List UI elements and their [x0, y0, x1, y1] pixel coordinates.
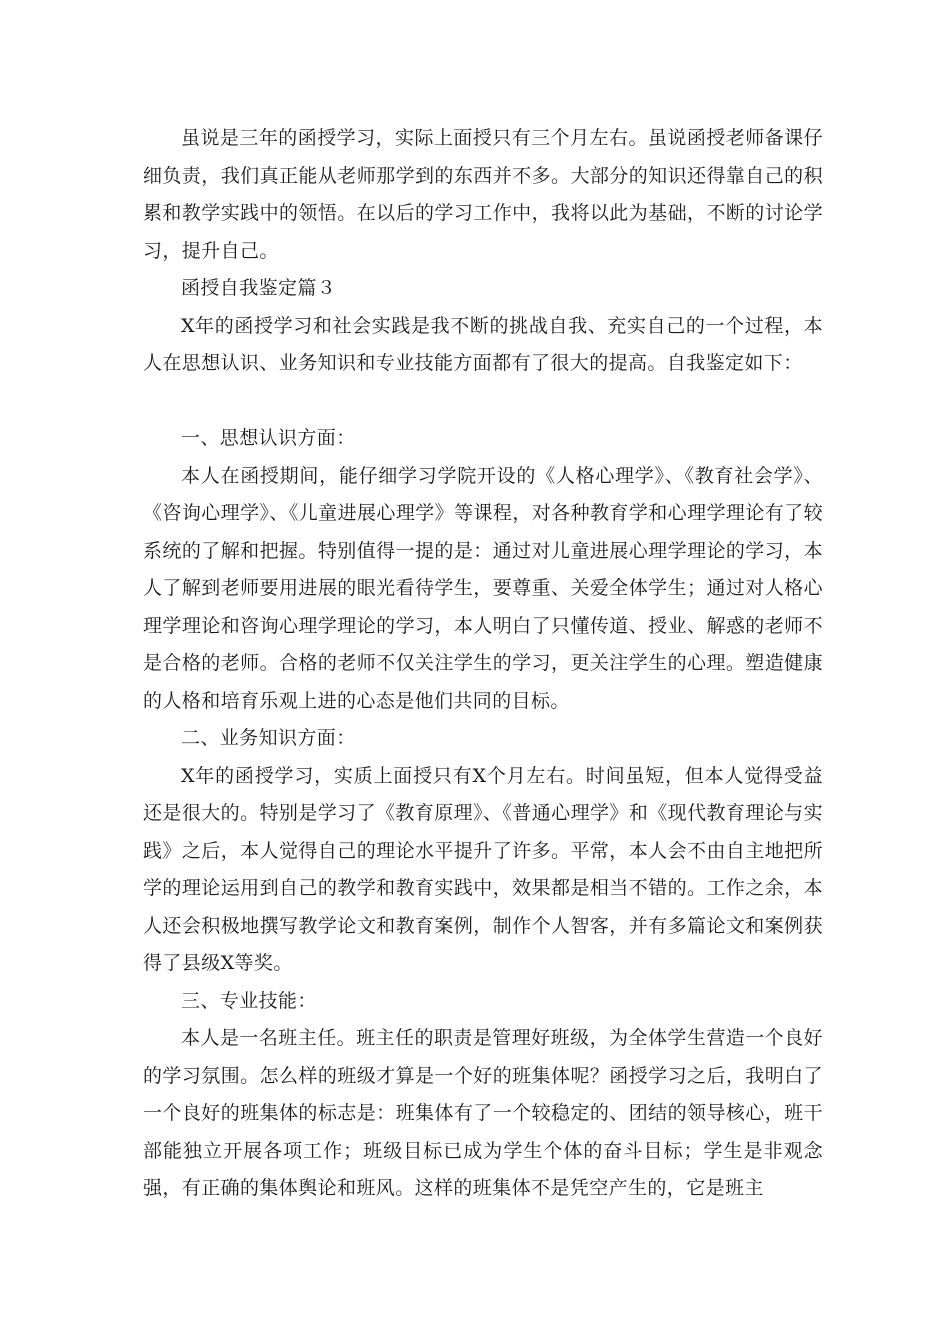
blank-line — [143, 383, 823, 421]
section-title: 函授自我鉴定篇３ — [181, 277, 337, 299]
paragraph-intro: X年的函授学习和社会实践是我不断的挑战自我、充实自己的一个过程，本人在思想认识、业务知识和专业技能方面都有了很大的提高。自我鉴定如下： — [143, 314, 823, 374]
heading-business-knowledge: 二、业务知识方面： — [181, 727, 356, 749]
document-body — [143, 120, 823, 1208]
paragraph-ideology: 本人在函授期间，能仔细学习学院开设的《人格心理学》、《教育社会学》、《咨询心理学》、《儿童进展心理学》等课程，对各种教育学和心理学理论有了较系统的了解和把握。特别值得一提的是：通过对儿童进展心理学理论的学习，本人了解到老师要用进展的眼光看待学生，要尊重、关爱全体学生；通过对人格心理学理论和咨询心理学理论的学习，本人明白了只懂传道、授业、解惑的老师不是合格的老师。合格的老师不仅关注学生的学习，更关注学生的心理。塑造健康的人格和培育乐观上进的心态是他们共同的目标。 — [143, 464, 823, 712]
heading-ideology: 一、思想认识方面： — [181, 427, 356, 449]
heading-professional-skills: 三、专业技能： — [181, 989, 317, 1012]
paragraph-reflection: 虽说是三年的函授学习，实际上面授只有三个月左右。虽说函授老师备课仔细负责，我们真正能从老师那学到的东西并不多。大部分的知识还得靠自己的积累和教学实践中的领悟。在以后的学习工作中，我将以此为基础，不断的讨论学习，提升自己。 — [143, 127, 823, 262]
paragraph-business-knowledge: X年的函授学习，实质上面授只有X个月左右。时间虽短，但本人觉得受益还是很大的。特别是学习了《教育原理》、《普通心理学》和《现代教育理论与实践》之后，本人觉得自己的理论水平提升了许多。平常，本人会不由自主地把所学的理论运用到自己的教学和教育实践中，效果都是相当不错的。工作之余，本人还会积极地撰写教学论文和教育案例，制作个人智客，并有多篇论文和案例获得了县级X等奖。 — [143, 764, 823, 974]
paragraph-professional-skills: 本人是一名班主任。班主任的职责是管理好班级，为全体学生营造一个良好的学习氛围。怎么样的班级才算是一个好的班集体呢？函授学习之后，我明白了一个良好的班集体的标志是：班集体有了一个较稳定的、团结的领导核心，班干部能独立开展各项工作；班级目标已成为学生个体的奋斗目标；学生是非观念强，有正确的集体舆论和班风。这样的班集体不是凭空产生的，它是班主 — [143, 1027, 823, 1199]
